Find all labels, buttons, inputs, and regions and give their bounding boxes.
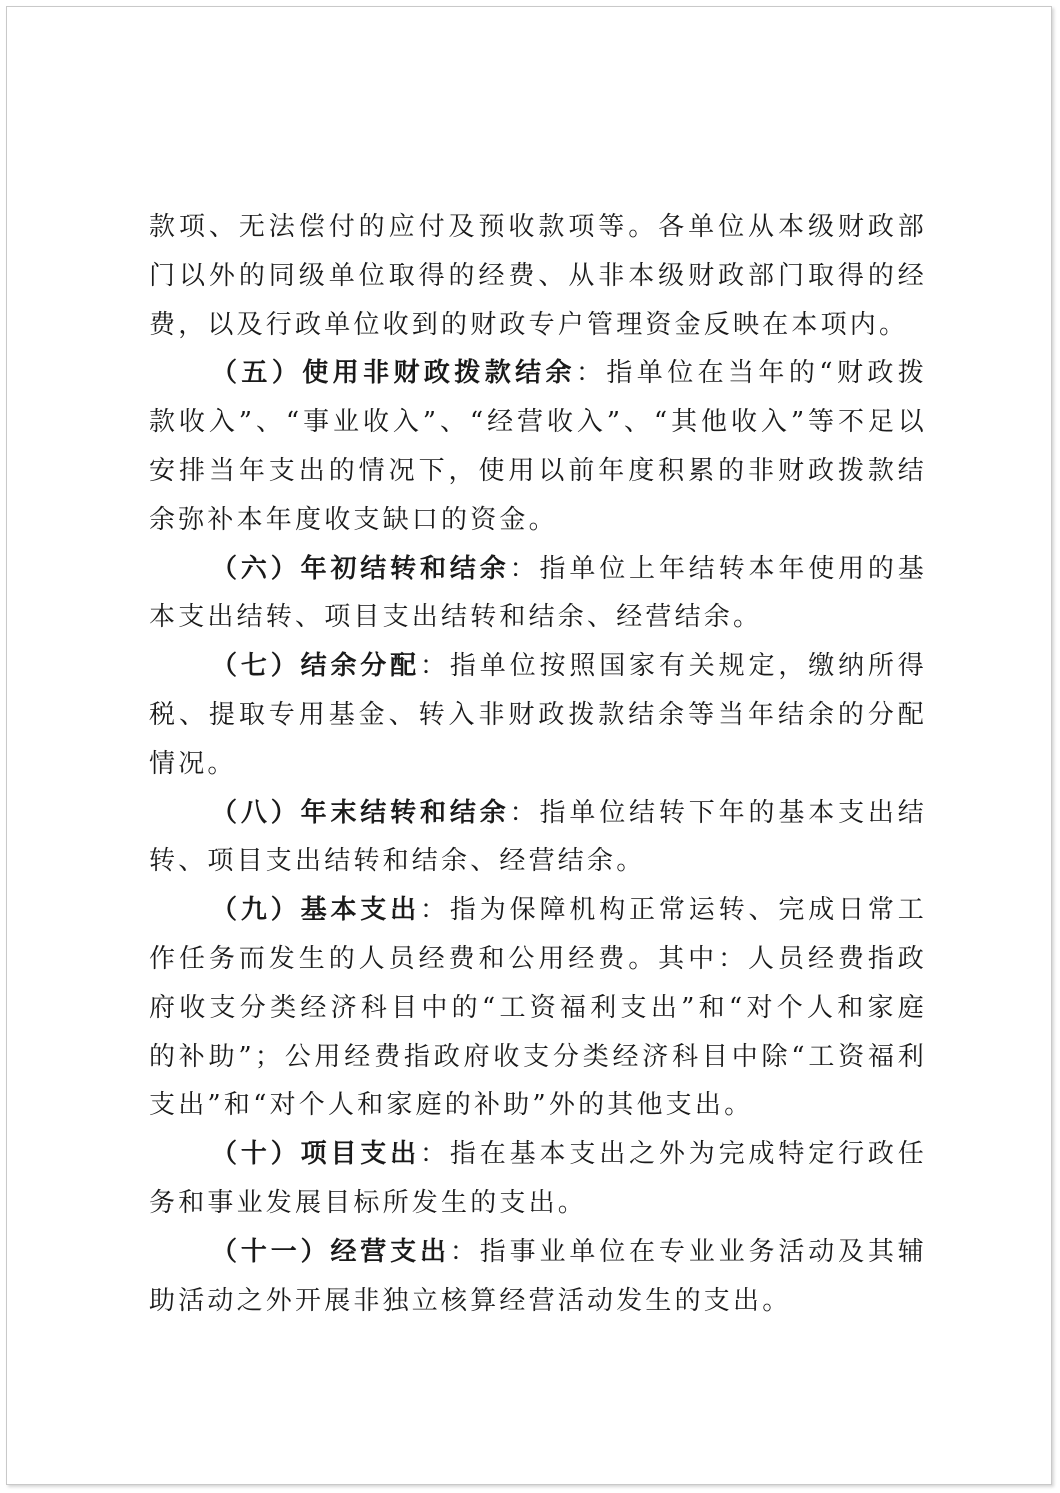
paragraph-continued: [149, 203, 927, 349]
term-heading: （八）年末结转和结余: [211, 797, 510, 828]
paragraph-text: ：指事业单位在专业业务活动及其辅助活动之外开展非独立核算经营活动发生的支出。: [149, 1236, 927, 1316]
paragraph-item-5: [149, 349, 927, 544]
paragraph-text: ：指单位按照国家有关规定，缴纳所得税、提取专用基金、转入非财政拨款结余等当年结余的分配情况。: [149, 651, 927, 779]
paragraph-item-10: [149, 1130, 927, 1228]
term-heading: （五）使用非财政拨款结余: [211, 358, 576, 389]
term-heading: （六）年初结转和结余: [211, 553, 510, 584]
paragraph-text: 款项、无法偿付的应付及预收款项等。各单位从本级财政部门以外的同级单位取得的经费、从非本级财政部门取得的经费，以及行政单位收到的财政专户管理资金反映在本项内。: [149, 212, 927, 340]
term-heading: （九）基本支出: [211, 895, 421, 926]
document-page: [6, 6, 1052, 1485]
paragraph-item-9: [149, 886, 927, 1130]
paragraph-item-8: [149, 789, 927, 887]
paragraph-item-7: [149, 642, 927, 788]
paragraph-text: ：指单位结转下年的基本支出结转、项目支出结转和结余、经营结余。: [149, 797, 927, 877]
paragraph-text: ：指单位上年结转本年使用的基本支出结转、项目支出结转和结余、经营结余。: [149, 553, 927, 633]
paragraph-text: ：指为保障机构正常运转、完成日常工作任务而发生的人员经费和公用经费。其中：人员经费指政府收支分类经济科目中的“工资福利支出”和“对个人和家庭的补助”；公用经费指政府收支分类经济科目中除“工资福利支出”和“对个人和家庭的补助”外的其他支出。: [149, 895, 927, 1121]
paragraph-item-6: [149, 545, 927, 643]
paragraph-text: ：指在基本支出之外为完成特定行政任务和事业发展目标所发生的支出。: [149, 1139, 927, 1218]
term-heading: （十一）经营支出: [211, 1236, 450, 1267]
paragraph-text: ：指单位在当年的“财政拨款收入”、“事业收入”、“经营收入”、“其他收入”等不足以安排当年支出的情况下，使用以前年度积累的非财政拨款结余弥补本年度收支缺口的资金。: [149, 358, 927, 535]
document-body: [149, 203, 927, 1325]
term-heading: （七）结余分配: [211, 651, 421, 682]
paragraph-item-11: [149, 1228, 927, 1326]
term-heading: （十）项目支出: [211, 1139, 421, 1170]
